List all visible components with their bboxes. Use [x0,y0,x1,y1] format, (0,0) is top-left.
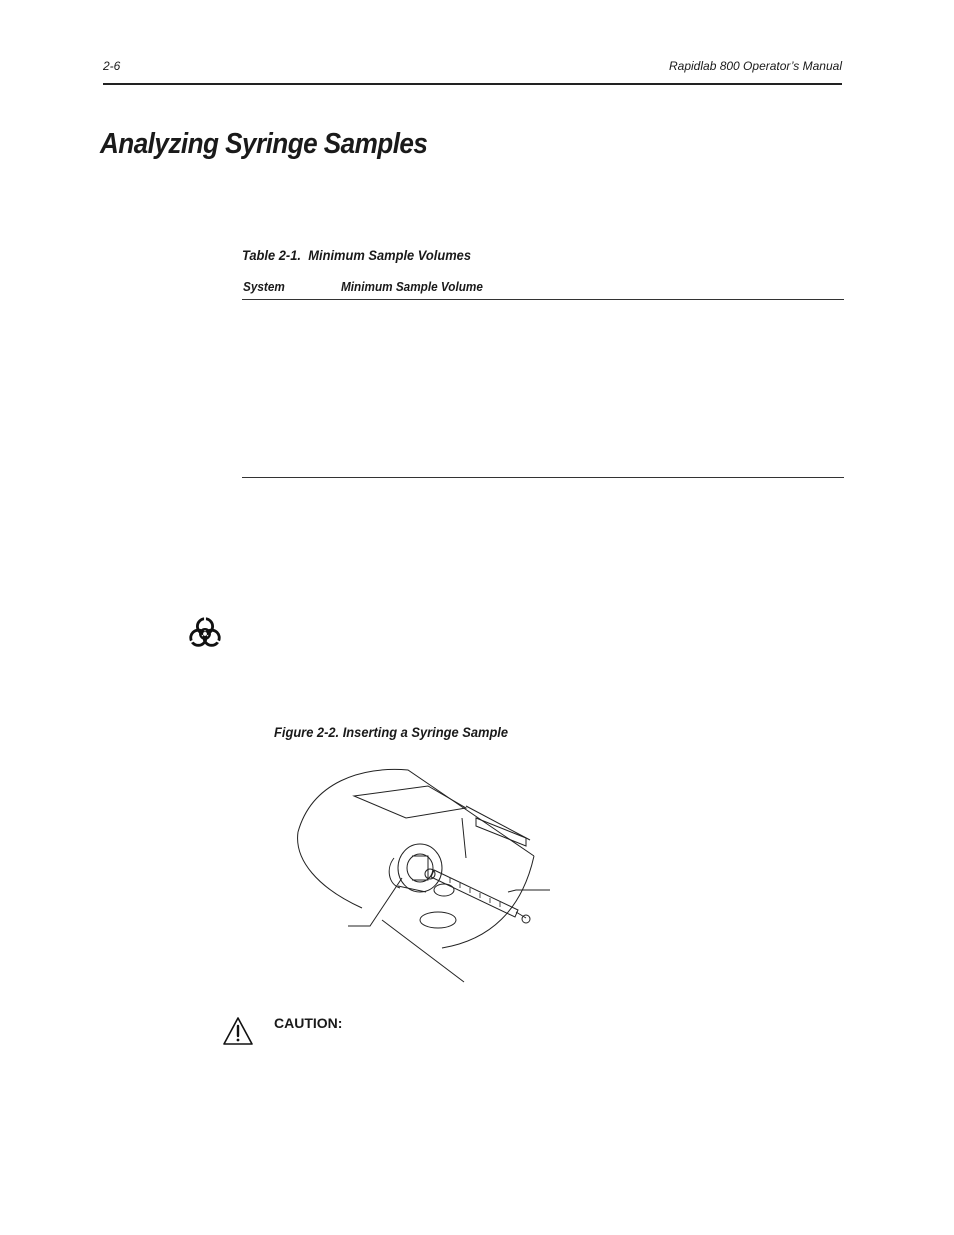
page-title: Analyzing Syringe Samples [100,128,428,160]
table-column-header-system: System [243,280,285,294]
table-bottom-rule [242,477,844,478]
table-column-header-volume: Minimum Sample Volume [341,280,483,294]
table-caption-title: Minimum Sample Volumes [308,247,472,263]
syringe-insertion-illustration [290,760,560,986]
caution-triangle-icon [222,1015,254,1047]
running-header-title: Rapidlab 800 Operator’s Manual [669,59,842,73]
header-divider [103,83,842,85]
biohazard-icon [186,614,224,652]
page-number: 2-6 [103,59,121,73]
figure-caption: Figure 2-2. Inserting a Syringe Sample [274,724,509,740]
caution-label: CAUTION: [274,1015,343,1031]
table-caption [242,247,471,263]
table-top-rule [242,299,844,300]
table-caption-label: Table 2-1. [242,247,301,263]
